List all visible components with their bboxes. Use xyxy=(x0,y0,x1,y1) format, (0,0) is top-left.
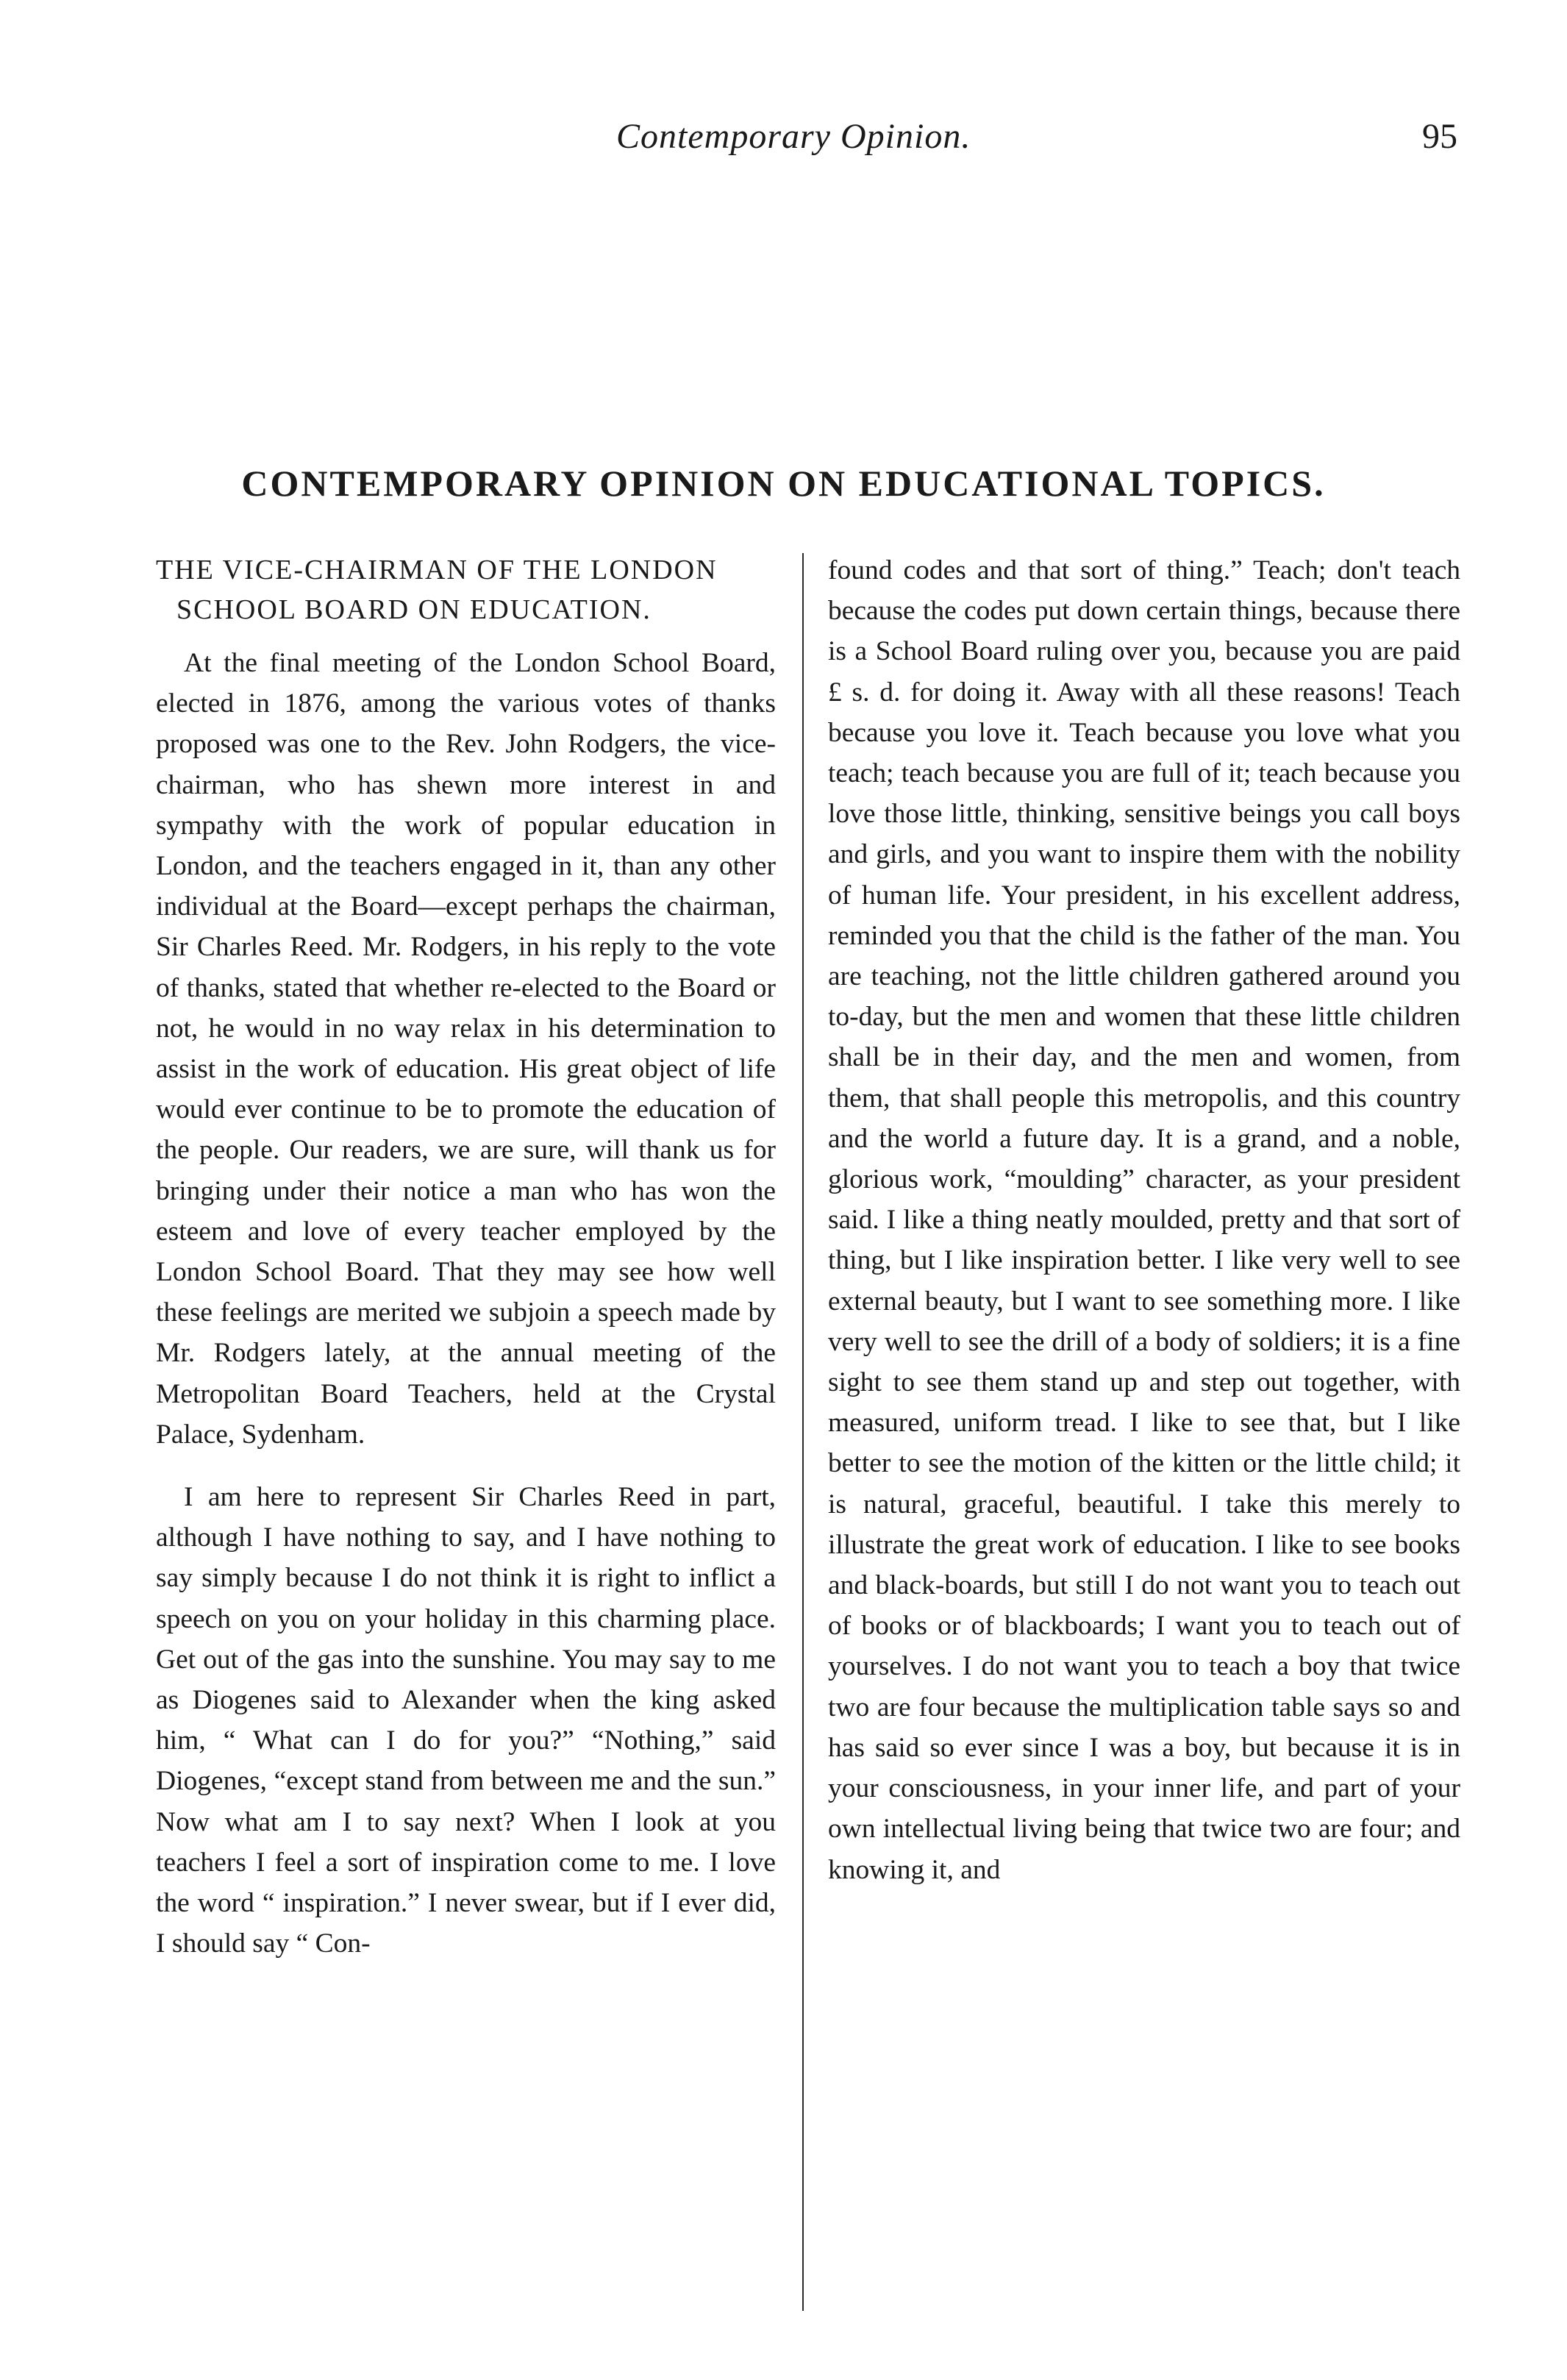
speech-continuation-paragraph: found codes and that sort of thing.” Teach; don't teach because the codes put down certain things, because there is a School Board ruling over you, because you are paid £ s. d. for doing it. Away with all these reasons! Teach because you love it. Teach because you love what you teach; teach because you are full of it; teach because you love those little, thinking, sensitive beings you call boys and girls, and you want to inspire them with the nobility of human life. Your president, in his excellent address, reminded you that the child is the father of the man. You are teaching, not the little children gathered around you to-day, but the men and women that these little children shall be in their day, and the men and women, from them, that shall people this metropolis, and this country and the world a future day. It is a grand, and a noble, glorious work, “moulding” character, as your president said. I like a thing neatly moulded, pretty and that sort of thing, but I like inspiration better. I like very well to see external beauty, but I want to see something more. I like very well to see the drill of a body of soldiers; it is a fine sight to see them stand up and step out together, with measured, uniform tread. I like to see that, but I like better to see the motion of the kitten or the little child; it is natural, graceful, beautiful. I take this merely to illustrate the great work of education. I like to see books and black-boards, but still I do not want you to teach out of books or of blackboards; I want you to teach out of yourselves. I do not want you to teach a boy that twice two are four because the multiplication table says so and has said so ever since I was a boy, but because it is in your consciousness, in your inner life, and part of your own intellectual living being that twice two are four; and knowing it, and xyxy=(828,555,1460,1885)
section-heading: THE VICE-CHAIRMAN OF THE LONDON SCHOOL BOARD ON EDUCATION. xyxy=(156,555,718,625)
running-title: Contemporary Opinion. xyxy=(616,117,971,156)
running-head xyxy=(0,116,1567,175)
speech-paragraph: I am here to represent Sir Charles Reed in part, although I have nothing to say, and I have nothing to say simply because I do not think it is right to inflict a speech on you on your holiday in this charming place. Get out of the gas into the sunshine. You may say to me as Diogenes said to Alexander when the king asked him, “ What can I do for you?” “Nothing,” said Diogenes, “except stand from between me and the sun.” Now what am I to say next? When I look at you teachers I feel a sort of inspiration come to me. I love the word “ inspiration.” I never swear, but if I ever did, I should say “ Con- xyxy=(156,1482,776,1959)
page-title: CONTEMPORARY OPINION ON EDUCATIONAL TOPICS. xyxy=(241,462,1326,504)
page-number: 95 xyxy=(1422,117,1457,156)
intro-paragraph: At the final meeting of the London School Board, elected in 1876, among the various votes of thanks proposed was one to the Rev. John Rodgers, the vice-chairman, who has shewn more interest in and sympathy with the work of popular education in London, and the teachers engaged in it, than any other individual at the Board—except perhaps the chairman, Sir Charles Reed. Mr. Rodgers, in his reply to the vote of thanks, stated that whether re-elected to the Board or not, he would in no way relax in his determination to assist in the work of education. His great object of life would ever continue to be to promote the education of the people. Our readers, we are sure, will thank us for bringing under their notice a man who has won the esteem and love of every teacher employed by the London School Board. That they may see how well these feelings are merited we subjoin a speech made by Mr. Rodgers lately, at the annual meeting of the Metropolitan Board Teachers, held at the Crystal Palace, Sydenham. xyxy=(156,648,776,1450)
left-column xyxy=(156,550,776,1964)
column-divider xyxy=(802,553,804,2311)
right-column xyxy=(828,550,1460,1890)
